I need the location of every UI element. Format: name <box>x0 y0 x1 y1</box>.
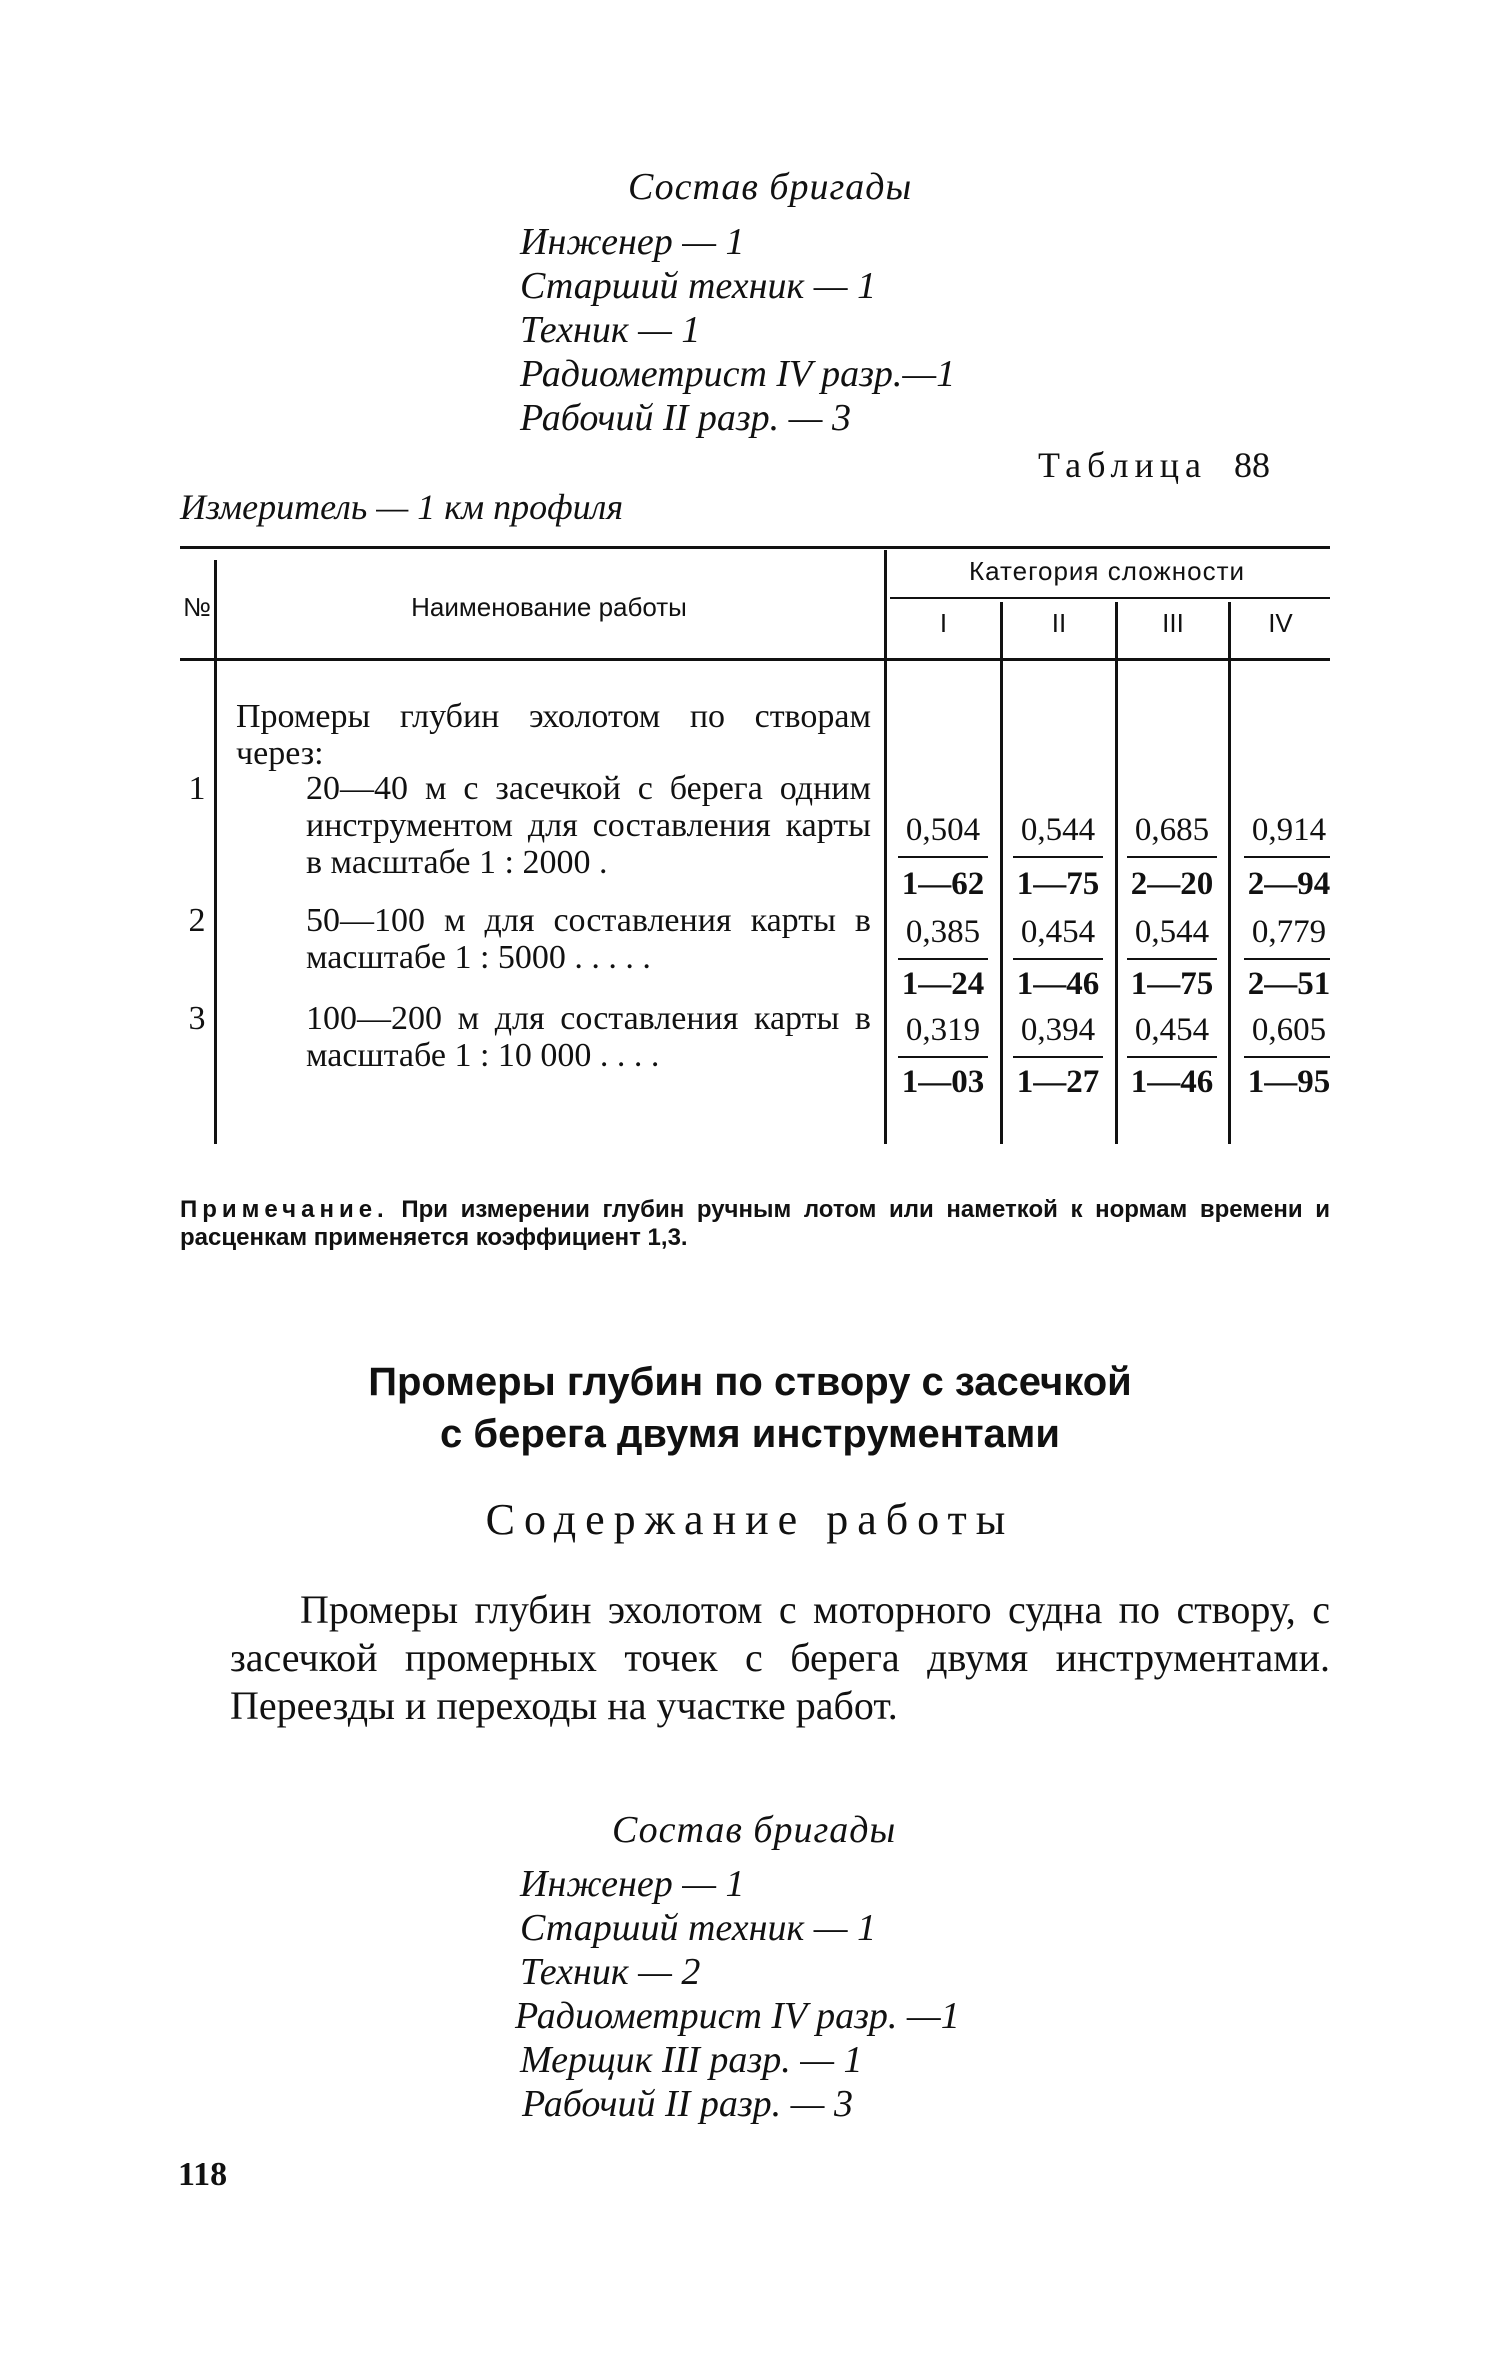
header-category-iv: IV <box>1268 608 1293 638</box>
rate-value: 1—24 <box>901 966 985 1002</box>
table-note <box>180 1196 1330 1252</box>
brigade-member: Техник — 1 <box>520 309 701 351</box>
rate-value: 1—75 <box>1130 966 1214 1002</box>
row-work: 50—100 м для составления карты в масштабе 1 : 5000 . . . . . <box>306 902 871 976</box>
section-subtitle: Содержание работы <box>485 1495 1015 1544</box>
fraction-line <box>898 958 988 960</box>
row-work: 20—40 м с засечкой с берега одним инструментом для составления карты в масштабе 1 : 2000 . <box>306 770 871 881</box>
table-number: 88 <box>1233 445 1270 485</box>
rate-value: 1—75 <box>1016 866 1100 902</box>
header-category-iii: III <box>1162 608 1184 638</box>
column-divider <box>884 550 887 1144</box>
brigade-member: Радиометрист IV разр.—1 <box>520 353 956 395</box>
norm-value: 0,319 <box>905 1012 981 1048</box>
table-intro: Промеры глубин эхолотом по створам через: <box>236 698 871 772</box>
brigade-title: Состав бригады <box>612 1809 897 1851</box>
fraction-line <box>1244 1056 1330 1058</box>
fraction-line <box>1013 1056 1103 1058</box>
norm-value: 0,394 <box>1020 1012 1096 1048</box>
norm-value: 0,544 <box>1134 914 1210 950</box>
rate-value: 1—46 <box>1016 966 1100 1002</box>
rate-value: 1—46 <box>1130 1064 1214 1100</box>
fraction-line <box>1244 958 1330 960</box>
fraction-line <box>1127 856 1217 858</box>
norm-value: 0,605 <box>1251 1012 1327 1048</box>
brigade-member: Инженер — 1 <box>520 1863 745 1905</box>
section-title-line1: Промеры глубин по створу с засечкой <box>368 1360 1132 1404</box>
fraction-line <box>1013 856 1103 858</box>
fraction-line <box>1244 856 1330 858</box>
category-rule <box>890 597 1330 599</box>
rate-value: 1—03 <box>901 1064 985 1100</box>
table-label-word: Таблица <box>1038 445 1207 485</box>
norm-value: 0,504 <box>905 812 981 848</box>
section-title-line2: с берега двумя инструментами <box>440 1412 1060 1456</box>
rate-value: 1—62 <box>901 866 985 902</box>
norm-value: 0,914 <box>1251 812 1327 848</box>
brigade-member: Мерщик III разр. — 1 <box>520 2039 863 2081</box>
row-number: 3 <box>188 1000 206 1037</box>
note-label: Примечание. <box>180 1196 389 1223</box>
brigade-title: Состав бригады <box>628 166 913 208</box>
fraction-line <box>898 1056 988 1058</box>
table-top-rule <box>180 546 1330 549</box>
norm-value: 0,685 <box>1134 812 1210 848</box>
norm-value: 0,454 <box>1134 1012 1210 1048</box>
header-work-name: Наименование работы <box>411 592 687 622</box>
column-divider <box>214 560 217 1144</box>
table-label <box>1038 444 1270 486</box>
brigade-member: Рабочий II разр. — 3 <box>520 397 851 439</box>
paragraph-text: Промеры глубин эхолотом с моторного судна по створу, с засечкой промерных точек с берега двумя инструментами. Переезды и переходы на участке работ. <box>230 1587 1330 1728</box>
norm-value: 0,385 <box>905 914 981 950</box>
norm-value: 0,454 <box>1020 914 1096 950</box>
brigade-member: Техник — 2 <box>520 1951 701 1993</box>
brigade-member: Радиометрист IV разр. —1 <box>515 1995 960 2037</box>
header-bottom-rule <box>180 658 1330 661</box>
row-work: 100—200 м для составления карты в масштабе 1 : 10 000 . . . . <box>306 1000 871 1074</box>
row-number: 1 <box>188 770 206 807</box>
fraction-line <box>1013 958 1103 960</box>
header-num: № <box>183 592 211 622</box>
brigade-member: Старший техник — 1 <box>520 265 877 307</box>
brigade-member: Рабочий II разр. — 3 <box>522 2083 853 2125</box>
rate-value: 2—94 <box>1247 866 1331 902</box>
norm-value: 0,779 <box>1251 914 1327 950</box>
brigade-member: Инженер — 1 <box>520 221 745 263</box>
norm-value: 0,544 <box>1020 812 1096 848</box>
rate-value: 2—20 <box>1130 866 1214 902</box>
page-number: 118 <box>178 2156 228 2193</box>
note-text: При измерении глубин ручным лотом или наметкой к нормам времени и расценкам применяется коэффициент 1,3. <box>180 1196 1331 1251</box>
header-category-ii: II <box>1051 608 1067 638</box>
header-category: Категория сложности <box>968 556 1246 586</box>
fraction-line <box>898 856 988 858</box>
section-paragraph <box>230 1586 1330 1730</box>
brigade-member: Старший техник — 1 <box>520 1907 877 1949</box>
row-number: 2 <box>188 902 206 939</box>
rate-value: 1—95 <box>1247 1064 1331 1100</box>
rate-value: 1—27 <box>1016 1064 1100 1100</box>
header-category-i: I <box>939 608 948 638</box>
fraction-line <box>1127 1056 1217 1058</box>
table-meter: Измеритель — 1 км профиля <box>180 487 624 527</box>
rate-value: 2—51 <box>1247 966 1331 1002</box>
column-divider <box>1228 602 1231 1144</box>
fraction-line <box>1127 958 1217 960</box>
